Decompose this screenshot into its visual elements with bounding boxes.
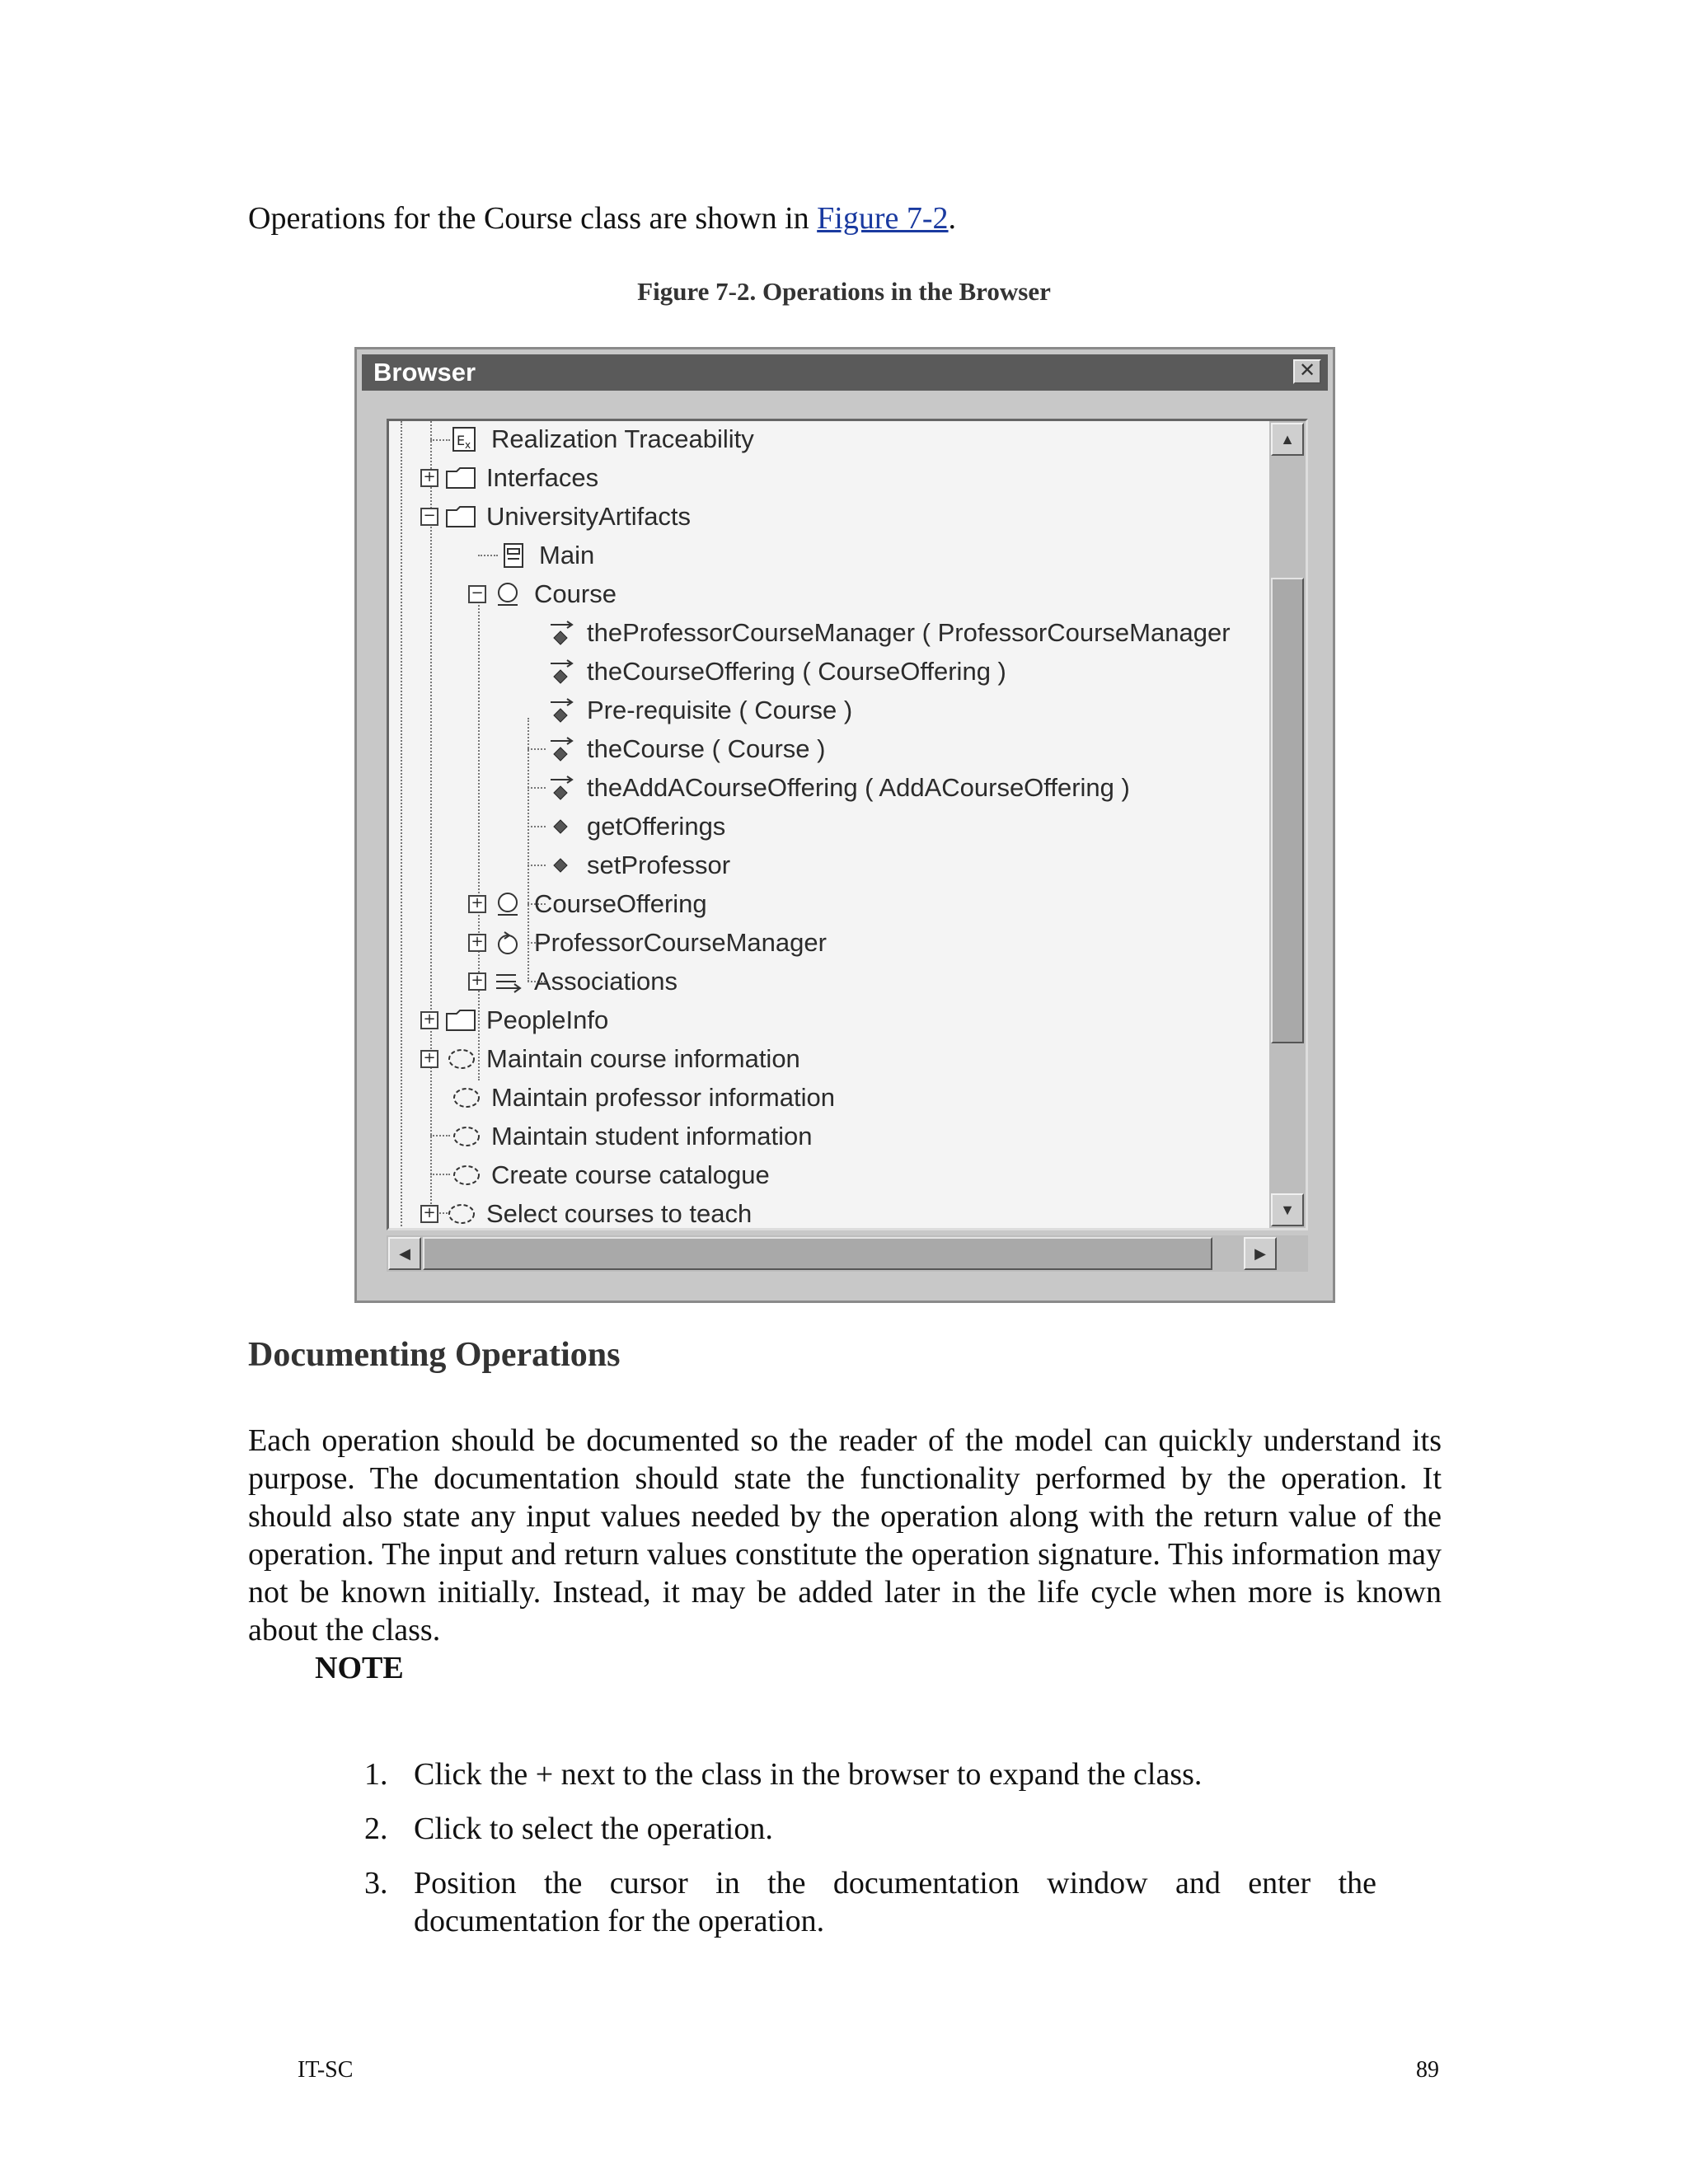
tree-node-operation[interactable]: theAddACourseOffering ( AddACourseOffering ): [546, 770, 1130, 806]
tree-node-people-info[interactable]: + PeopleInfo: [420, 1002, 608, 1038]
steps-list: [346, 1755, 1376, 1957]
tree-node-use-case[interactable]: Maintain student information: [450, 1118, 812, 1155]
tree-node-professor-course-manager[interactable]: + ProfessorCourseManager: [468, 925, 827, 961]
scroll-left-button[interactable]: [388, 1237, 421, 1270]
folder-icon: [445, 504, 478, 530]
browser-tree[interactable]: [387, 419, 1308, 1230]
operation-arrow-icon: [546, 736, 579, 762]
operation-icon: [546, 813, 579, 840]
operation-icon: [546, 852, 579, 879]
arrow-down-icon: ▼: [1280, 1202, 1295, 1218]
use-case-icon: [445, 1201, 478, 1227]
use-case-icon: [445, 1046, 478, 1072]
svg-text:E: E: [457, 433, 466, 448]
figure-link[interactable]: Figure 7-2: [817, 201, 949, 236]
horizontal-scroll-thumb[interactable]: [423, 1237, 1212, 1270]
use-case-icon: [450, 1085, 483, 1111]
list-item: 1. Click the + next to the class in the browser to expand the class.: [364, 1757, 1203, 1792]
tree-node-operation[interactable]: theProfessorCourseManager ( ProfessorCourseManager: [546, 615, 1231, 651]
tree-node-operation[interactable]: setProfessor: [546, 847, 730, 883]
expand-icon[interactable]: +: [468, 972, 486, 991]
section-heading: Documenting Operations: [248, 1336, 621, 1374]
tree-node-operation[interactable]: theCourse ( Course ): [546, 731, 825, 767]
diagram-icon: [498, 542, 531, 569]
arrow-up-icon: ▲: [1280, 431, 1295, 448]
page-number: 89: [1416, 2057, 1439, 2083]
expand-icon[interactable]: +: [468, 895, 486, 913]
tree-node-operation[interactable]: theCourseOffering ( CourseOffering ): [546, 654, 1006, 690]
traceability-icon: [450, 426, 483, 452]
browser-window: [354, 347, 1335, 1303]
operation-arrow-icon: [546, 620, 579, 646]
operation-arrow-icon: [546, 658, 579, 685]
scroll-down-button[interactable]: [1271, 1193, 1304, 1226]
entity-class-icon: [493, 581, 526, 607]
associations-icon: [493, 968, 526, 995]
tree-node-use-case[interactable]: Create course catalogue: [450, 1157, 770, 1193]
horizontal-scrollbar[interactable]: [387, 1235, 1308, 1272]
scroll-right-button[interactable]: [1244, 1237, 1277, 1270]
tree-node-operation[interactable]: getOfferings: [546, 808, 725, 845]
tree-node-realization-traceability[interactable]: E x Realization Traceability: [450, 421, 754, 457]
body-paragraph: Each operation should be documented so the reader of the model can quickly understand its purpose. The documentation should state the functionality performed by the operation. It should also state any input values needed by the operation along with the return value of the operation. The input and return values constitute the operation signature. This information may not be known initially. Instead, it may be added later in the life cycle when more is known about the class.: [248, 1423, 1442, 1647]
intro-sentence: Operations for the Course class are shown in Figure 7-2.: [248, 201, 957, 236]
tree-node-use-case[interactable]: Maintain professor information: [450, 1080, 835, 1116]
list-item: 3. Position the cursor in the documentation window and enter the documentation for the operation.: [364, 1866, 1376, 1938]
folder-icon: [445, 1007, 478, 1033]
expand-icon[interactable]: +: [420, 1050, 438, 1068]
collapse-icon[interactable]: −: [468, 585, 486, 603]
expand-icon[interactable]: +: [420, 1205, 438, 1223]
vertical-scrollbar[interactable]: [1269, 421, 1306, 1228]
browser-title: Browser: [373, 358, 476, 387]
close-icon: ✕: [1298, 359, 1316, 382]
tree-node-use-case[interactable]: + Select courses to teach: [420, 1196, 752, 1230]
scroll-up-button[interactable]: [1271, 423, 1304, 456]
use-case-icon: [450, 1123, 483, 1150]
expand-icon[interactable]: +: [468, 934, 486, 952]
operation-arrow-icon: [546, 775, 579, 801]
tree-node-course-offering[interactable]: + CourseOffering: [468, 886, 707, 922]
figure-caption: Figure 7-2. Operations in the Browser: [637, 277, 1051, 306]
expand-icon[interactable]: +: [420, 469, 438, 487]
tree-node-operation[interactable]: Pre-requisite ( Course ): [546, 692, 852, 729]
browser-titlebar[interactable]: [362, 354, 1328, 391]
svg-text:x: x: [465, 439, 471, 451]
entity-class-icon: [493, 891, 526, 917]
vertical-scroll-thumb[interactable]: [1271, 578, 1304, 1043]
close-button[interactable]: [1293, 359, 1321, 384]
folder-icon: [445, 465, 478, 491]
use-case-icon: [450, 1162, 483, 1188]
tree-node-university-artifacts[interactable]: − UniversityArtifacts: [420, 499, 691, 535]
tree-node-main[interactable]: Main: [498, 537, 594, 574]
collapse-icon[interactable]: −: [420, 508, 438, 526]
expand-icon[interactable]: +: [420, 1011, 438, 1029]
note-label: NOTE: [315, 1651, 404, 1685]
tree-node-course[interactable]: − Course: [468, 576, 617, 612]
tree-node-interfaces[interactable]: + Interfaces: [420, 460, 598, 496]
footer-label: IT-SC: [298, 2057, 354, 2083]
operation-arrow-icon: [546, 697, 579, 724]
list-item: 2. Click to select the operation.: [364, 1811, 773, 1846]
tree-node-associations[interactable]: + Associations: [468, 963, 678, 1000]
control-class-icon: [493, 930, 526, 956]
arrow-right-icon: ▶: [1254, 1245, 1266, 1262]
arrow-left-icon: ◀: [399, 1245, 410, 1262]
tree-node-use-case[interactable]: + Maintain course information: [420, 1041, 800, 1077]
